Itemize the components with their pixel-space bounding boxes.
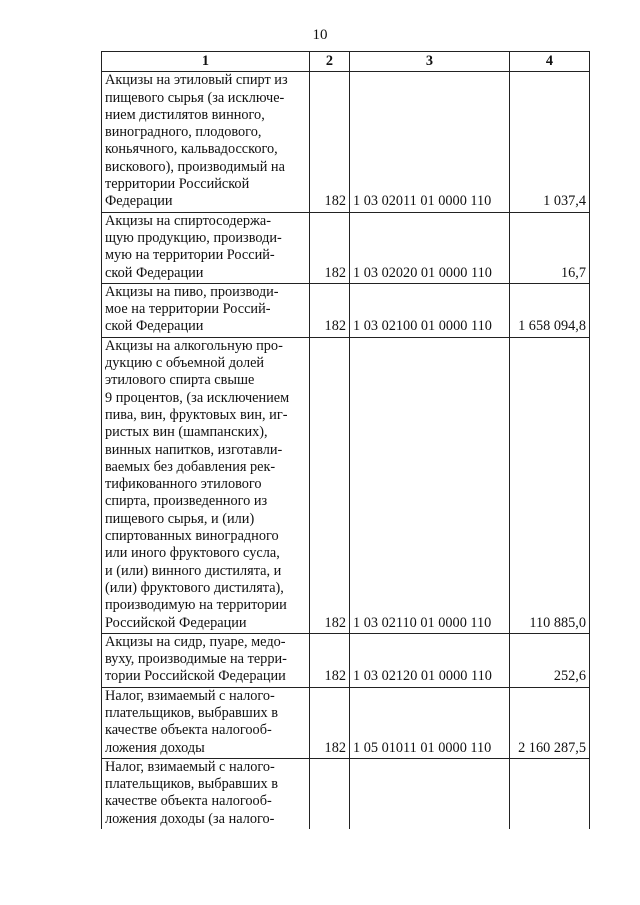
- row-name-line: ложения доходы: [105, 739, 205, 756]
- row-name-line: плательщиков, выбравших в: [105, 704, 278, 721]
- row-name-line: этилового спирта свыше: [105, 372, 255, 389]
- header-col-1: 1: [102, 52, 310, 72]
- row-name-line: спиртованных виноградного: [105, 528, 279, 545]
- row-name-line: Акцизы на этиловый спирт из: [105, 72, 288, 89]
- header-col-4: 4: [510, 52, 590, 72]
- row-budget-code: 1 03 02100 01 0000 110: [350, 283, 510, 337]
- row-name-line: или иного фруктового сусла,: [105, 545, 280, 562]
- row-name-line: ваемых без добавления рек-: [105, 458, 276, 475]
- row-name-line: Акцизы на алкогольную про-: [105, 337, 283, 354]
- header-col-2: 2: [310, 52, 350, 72]
- row-amount: 16,7: [510, 212, 590, 283]
- page-number: 10: [312, 27, 328, 43]
- row-name-line: качестве объекта налогооб-: [105, 722, 272, 739]
- row-admin-code: 182: [310, 283, 350, 337]
- row-amount: 1 658 094,8: [510, 283, 590, 337]
- row-name-line: Российской Федерации: [105, 614, 247, 631]
- row-name-cell: [102, 633, 310, 687]
- row-name-line: Федерации: [105, 193, 173, 210]
- row-name-cell: [102, 758, 310, 829]
- row-name-cell: [102, 72, 310, 212]
- row-admin-code: 182: [310, 687, 350, 758]
- row-name-line: пищевого сырья, и (или): [105, 510, 255, 527]
- row-budget-code: 1 05 01011 01 0000 110: [350, 687, 510, 758]
- row-name-line: Акцизы на пиво, производи-: [105, 283, 279, 300]
- row-admin-code: 182: [310, 72, 350, 212]
- table-row: [102, 337, 590, 633]
- table-header-row: [102, 52, 590, 72]
- row-name-line: качестве объекта налогооб-: [105, 793, 272, 810]
- row-name-line: дукцию с объемной долей: [105, 355, 265, 372]
- row-name-line: винных напитков, изготавли-: [105, 441, 283, 458]
- row-name-line: ложения доходы (за налого-: [105, 810, 275, 827]
- row-name-line: тификованного этилового: [105, 476, 262, 493]
- row-name-cell: [102, 283, 310, 337]
- table-row: [102, 212, 590, 283]
- row-name-line: ской Федерации: [105, 264, 204, 281]
- table-row: [102, 687, 590, 758]
- row-amount: 1 037,4: [510, 72, 590, 212]
- row-name-line: территории Российской: [105, 176, 250, 193]
- row-name-line: виноградного, плодового,: [105, 124, 262, 141]
- revenue-table: [101, 51, 590, 829]
- row-name-line: 9 процентов, (за исключением: [105, 389, 290, 406]
- table-row: [102, 633, 590, 687]
- row-name-line: Налог, взимаемый с налого-: [105, 758, 275, 775]
- row-name-line: Акцизы на спиртосодержа-: [105, 212, 271, 229]
- row-name-line: нием дистилятов винного,: [105, 106, 265, 123]
- row-amount: 252,6: [510, 633, 590, 687]
- row-admin-code: 182: [310, 212, 350, 283]
- row-budget-code: 1 03 02120 01 0000 110: [350, 633, 510, 687]
- row-name-line: (или) фруктового дистилята),: [105, 579, 284, 596]
- row-name-line: вуху, производимые на терри-: [105, 651, 287, 668]
- row-name-line: мую на территории Россий-: [105, 247, 275, 264]
- row-name-cell: [102, 212, 310, 283]
- row-name-line: мое на территории Россий-: [105, 301, 271, 318]
- row-amount: 110 885,0: [510, 337, 590, 633]
- row-budget-code: 1 03 02020 01 0000 110: [350, 212, 510, 283]
- row-admin-code: 182: [310, 337, 350, 633]
- row-amount: [510, 758, 590, 829]
- row-name-line: вискового), производимый на: [105, 158, 285, 175]
- table-row: [102, 283, 590, 337]
- row-name-line: ристых вин (шампанских),: [105, 424, 268, 441]
- row-name-line: тории Российской Федерации: [105, 668, 286, 685]
- row-name-line: спирта, произведенного из: [105, 493, 268, 510]
- row-name-cell: [102, 337, 310, 633]
- row-name-line: производимую на территории: [105, 597, 287, 614]
- table-row: [102, 758, 590, 829]
- row-name-line: Налог, взимаемый с налого-: [105, 687, 275, 704]
- row-admin-code: 182: [310, 633, 350, 687]
- row-name-cell: [102, 687, 310, 758]
- row-budget-code: [350, 758, 510, 829]
- row-name-line: щую продукцию, производи-: [105, 229, 282, 246]
- row-name-line: ской Федерации: [105, 318, 204, 335]
- row-budget-code: 1 03 02011 01 0000 110: [350, 72, 510, 212]
- header-col-3: 3: [350, 52, 510, 72]
- row-name-line: пива, вин, фруктовых вин, иг-: [105, 406, 288, 423]
- row-admin-code: [310, 758, 350, 829]
- row-name-line: пищевого сырья (за исключе-: [105, 89, 285, 106]
- row-amount: 2 160 287,5: [510, 687, 590, 758]
- row-budget-code: 1 03 02110 01 0000 110: [350, 337, 510, 633]
- row-name-line: плательщиков, выбравших в: [105, 776, 278, 793]
- table-row: [102, 72, 590, 212]
- row-name-line: коньячного, кальвадосского,: [105, 141, 278, 158]
- row-name-line: и (или) винного дистилята, и: [105, 562, 282, 579]
- row-name-line: Акцизы на сидр, пуаре, медо-: [105, 633, 286, 650]
